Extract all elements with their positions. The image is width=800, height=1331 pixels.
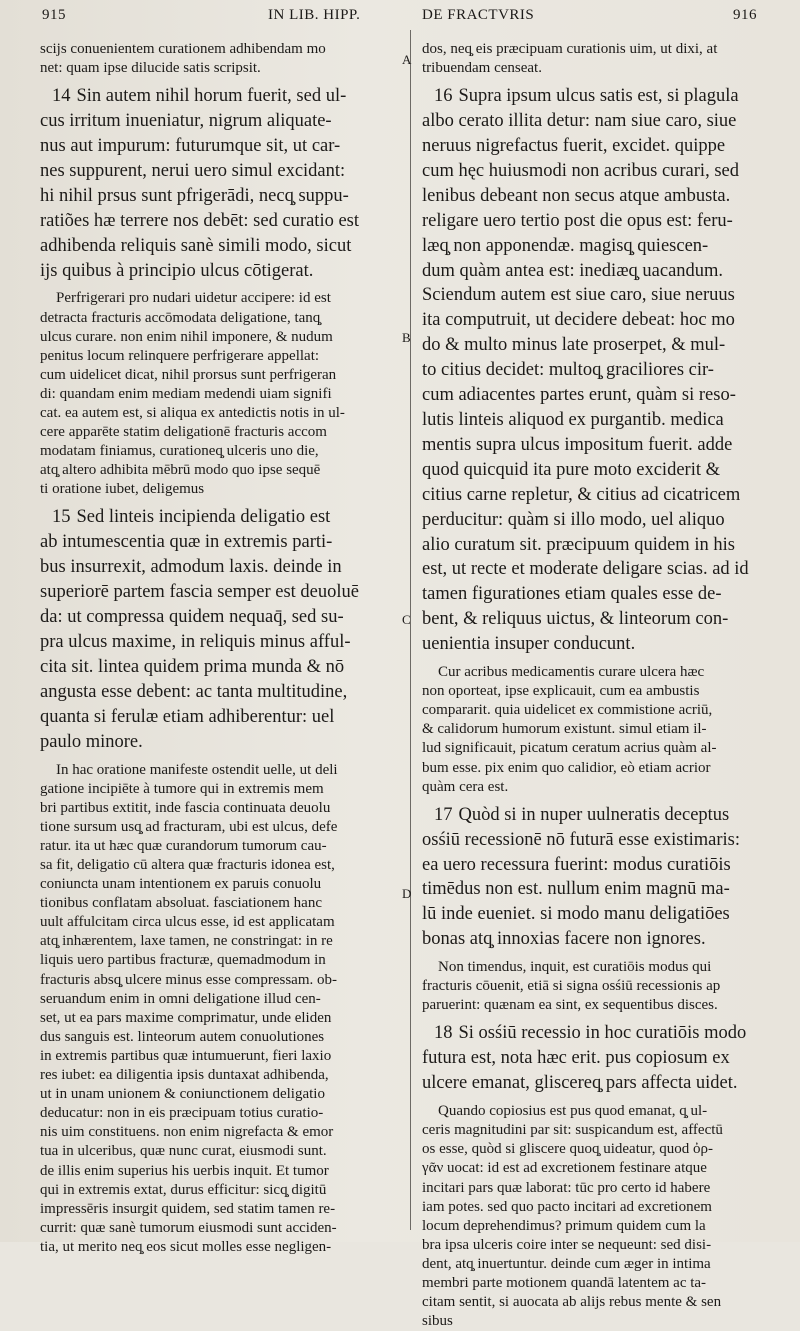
text-run: tione sursum usq̧ ad fracturam, ubi est ulcus, defe (40, 818, 338, 835)
text-line (40, 837, 396, 856)
text-line (40, 1162, 396, 1181)
text-run: ut in unam unionem & coniunctionem deligatio (40, 1086, 325, 1103)
text-line (422, 533, 768, 558)
text-line (40, 705, 396, 730)
text-run: detracta fracturis accōmodata deligatione, tanq̧ (40, 309, 321, 326)
section-number: 16 (434, 86, 453, 107)
commentary-paragraph (422, 958, 768, 1015)
text-run: Sed linteis incipienda deligatio est (76, 507, 331, 528)
text-line (422, 383, 768, 408)
text-line (422, 184, 768, 209)
text-line (422, 259, 768, 284)
text-line (40, 913, 396, 932)
text-line (40, 856, 396, 875)
text-line (422, 853, 768, 878)
text-run: tionibus conflatam absoluat. fasciationem hanc (40, 895, 322, 912)
text-line (40, 134, 396, 159)
text-line (40, 109, 396, 134)
running-title-right: DE FRACTVRIS (422, 7, 535, 23)
text-line (422, 759, 768, 778)
text-line (40, 442, 396, 461)
text-line (40, 404, 396, 423)
text-run: lenibus debeant non secus atque ambusta. (422, 185, 731, 206)
commentary-paragraph (40, 40, 396, 78)
text-line (422, 433, 768, 458)
text-run: uult affulcitam circa ulcus esse, id est applicatam (40, 914, 335, 931)
text-run: ulcus curare. non enim nihil imponere, & nudum (40, 328, 333, 345)
aphorism-paragraph (422, 1021, 768, 1096)
text-line (422, 663, 768, 682)
text-run: Quòd si in nuper uulneratis deceptus (458, 804, 730, 825)
text-run: Perfrigerari pro nudari uidetur accipere: id est (56, 290, 331, 307)
text-line (422, 1021, 768, 1046)
text-line (422, 877, 768, 902)
text-line (422, 109, 768, 134)
text-run: sibus (422, 1313, 453, 1330)
text-run: in extremis partibus quæ intumuerunt, fieri laxio (40, 1047, 332, 1064)
text-run: timēdus non est. nullum enim magnū ma- (422, 879, 730, 900)
text-line (422, 927, 768, 952)
text-line (422, 1179, 768, 1198)
text-line (422, 308, 768, 333)
text-line (422, 209, 768, 234)
text-run: mentis supra ulcus impositum fuerit. adde (422, 434, 733, 455)
text-line (40, 385, 396, 404)
text-line (422, 234, 768, 259)
text-line (422, 333, 768, 358)
text-run: Supra ipsum ulcus satis est, si plagula (458, 86, 739, 107)
text-line (40, 59, 396, 78)
text-line (422, 159, 768, 184)
margin-letter-c: C (402, 612, 411, 627)
text-line (422, 1159, 768, 1178)
text-line (40, 480, 396, 499)
aphorism-paragraph (40, 505, 396, 754)
text-line (40, 932, 396, 951)
text-line (40, 555, 396, 580)
text-run: incitari pars quæ laborat: tūc pro certo id habere (422, 1179, 711, 1196)
text-run: tamen figurationes etiam quales esse de- (422, 584, 722, 605)
text-line (40, 875, 396, 894)
text-run: futura est, nota hæc erit. pus copiosum ex (422, 1048, 730, 1069)
text-run: cum hęc huiusmodi non acribus curari, sed (422, 160, 739, 181)
text-line (40, 1219, 396, 1238)
text-line (422, 632, 768, 657)
text-line (422, 1312, 768, 1331)
text-line (40, 655, 396, 680)
text-run: ab intumescentia quæ in extremis parti- (40, 532, 333, 553)
folio-left: 915 (42, 7, 66, 23)
section-number: 17 (434, 804, 453, 825)
text-run: cat. ea autem est, si aliqua ex antedictis notis in ul- (40, 405, 345, 421)
text-run: fracturis absq̧ ulcere minus esse compressam. ob- (40, 971, 337, 988)
text-line (422, 283, 768, 308)
text-run: cus irritum inueniatur, nigrum aliquate- (40, 111, 332, 132)
text-run: tia, ut merito neq̧ eos sicut molles esse negligen- (40, 1238, 332, 1255)
text-run: nis uim constituens. non enim nigrefacta & emor (40, 1124, 334, 1141)
text-line (40, 630, 396, 655)
text-run: hi nihil prsus sunt pfrigerādi, necq̧ suppu- (40, 185, 349, 206)
text-line (422, 1217, 768, 1236)
text-line (422, 720, 768, 739)
text-run: superiorē partem fascia semper est deuoluē (40, 582, 359, 603)
section-number: 14 (52, 86, 71, 107)
text-run: γᾶν uocat: id est ad excretionem festinare atque (422, 1160, 707, 1177)
text-line (422, 701, 768, 720)
text-line (40, 84, 396, 109)
text-run: pra ulcus maxime, in reliquis minus afful- (40, 632, 351, 652)
text-line (40, 894, 396, 913)
text-line (422, 1293, 768, 1312)
text-line (40, 530, 396, 555)
text-line (40, 1123, 396, 1142)
margin-letter-a: A (402, 52, 412, 67)
text-line (40, 309, 396, 328)
text-run: læq̧ non apponendæ. magisq̧ quiescen- (422, 235, 709, 256)
text-run: ea uero recessura fuerint: modus curatiōis (422, 854, 731, 875)
text-run: ijs quibus à principio ulcus cōtigerat. (40, 260, 314, 281)
text-line (422, 739, 768, 758)
text-line (40, 799, 396, 818)
text-run: ti oratione iubet, deligemus (40, 481, 205, 498)
text-run: citius carne repletur, & citius ad cicatricem (422, 484, 741, 505)
text-run: deducatur: non in eis præcipuam totius curatio- (40, 1105, 324, 1122)
text-line (40, 761, 396, 780)
text-line (40, 1238, 396, 1257)
text-run: di: quandam enim mediam medendi uiam signifi (40, 385, 332, 402)
text-line (40, 289, 396, 308)
text-line (40, 505, 396, 530)
text-run: bra ipsa ulceris coire inter se nequeunt: sed disi- (422, 1236, 712, 1253)
text-run: bus insurrexit, admodum laxis. deinde in (40, 557, 342, 578)
text-run: qui in extremis extat, durus efficitur: sicq̧ digitū (40, 1181, 327, 1198)
text-line (422, 483, 768, 508)
text-line (422, 40, 768, 59)
text-line (40, 1047, 396, 1066)
text-run: cita sit. lintea quidem prima munda & nō (40, 656, 345, 677)
text-run: osśiū recessionē nō futurā esse existimaris: (422, 829, 741, 850)
text-run: tribuendam censeat. (422, 60, 542, 77)
text-run: dos, neq̧ eis præcipuam curationis uim, ut dixi, at (422, 41, 718, 57)
text-line (40, 184, 396, 209)
text-line (422, 828, 768, 853)
text-run: membri parte motionem quandā latentem ac ta- (422, 1274, 707, 1291)
text-run: ceris magnitudini par sit: suspicandum est, affectū (422, 1122, 723, 1139)
text-run: os esse, quòd si gliscere quoq̧ uideatur, quod ὀρ- (422, 1141, 713, 1158)
text-line (40, 259, 396, 284)
text-run: paruerint: quænam ea sint, ex sequentibus disces. (422, 997, 718, 1014)
text-run: tua in ulceribus, quæ nunc curat, eiusmodi sunt. (40, 1143, 327, 1160)
text-line (40, 159, 396, 184)
text-line (40, 680, 396, 705)
text-line (422, 1102, 768, 1121)
text-run: bonas atq̧ innoxias facere non ignores. (422, 929, 706, 950)
text-line (422, 1274, 768, 1293)
text-line (422, 134, 768, 159)
commentary-paragraph (40, 761, 396, 1257)
text-run: gatione incipiēte à tumore qui in extremis mem (40, 780, 324, 797)
commentary-paragraph (422, 40, 768, 78)
text-run: nes suppurent, nerui uero simul excidant: (40, 160, 346, 181)
text-run: atq̧ inhærentem, laxe tamen, ne constringat: in re (40, 933, 333, 950)
text-run: net: quam ipse dilucide satis scripsit. (40, 60, 261, 77)
text-line (422, 607, 768, 632)
text-line (40, 234, 396, 259)
text-run: set, ut ea pars maxime comprimatur, unde eliden (40, 1009, 332, 1026)
text-run: citam sentit, si auocata ab alijs rebus mente & sen (422, 1294, 722, 1311)
aphorism-paragraph (40, 84, 396, 283)
text-line (40, 780, 396, 799)
folio-right: 916 (733, 7, 757, 23)
text-line (422, 1236, 768, 1255)
text-line (422, 1140, 768, 1159)
right-column (422, 40, 768, 1331)
text-run: currit: quæ sanè tumorum eiusmodi sunt acciden- (40, 1219, 337, 1236)
margin-letter-b: B (402, 330, 411, 345)
text-line (40, 605, 396, 630)
text-run: bri partibus extitit, inde fascia continuata deuolu (40, 799, 331, 816)
text-run: lū inde eueniet. si modo manu deligatiōes (422, 904, 730, 925)
text-run: liquis uero partibus fracturæ, quemadmodum in (40, 952, 326, 969)
text-run: de illis enim superius his uerbis inquit. Et tumor (40, 1162, 329, 1179)
text-line (422, 358, 768, 383)
text-line (40, 366, 396, 385)
commentary-paragraph (422, 663, 768, 797)
text-run: impressēris insurgit quidem, sed statim tamen re- (40, 1200, 336, 1217)
text-line (422, 1071, 768, 1096)
text-run: bent, & reliquus uictus, & linteorum con- (422, 609, 729, 630)
text-run: quàm cera est. (422, 778, 509, 795)
text-run: perducitur: quàm si illo modo, uel aliquo (422, 509, 725, 530)
text-line (40, 1181, 396, 1200)
text-line (40, 818, 396, 837)
text-run: ulcere emanat, gliscereq̧ pars affecta uidet. (422, 1073, 738, 1094)
text-run: Sciendum autem est siue caro, siue neruus (422, 285, 735, 306)
text-run: non oporteat, ipse explicauit, cum ea ambustis (422, 683, 700, 700)
text-run: da: ut compressa quidem nequaq̄, sed su- (40, 607, 344, 628)
text-run: lud significauit, picatum ceratum acrius quàm al- (422, 740, 717, 757)
text-run: ita computruit, ut decidere debeat: hoc mo (422, 310, 735, 331)
text-line (40, 461, 396, 480)
text-run: sa fit, deligatio cū altera quæ fracturis idonea est, (40, 857, 335, 873)
text-run: Si osśiū recessio in hoc curatiōis modo (458, 1023, 747, 1044)
column-divider (410, 30, 411, 1230)
text-line (422, 458, 768, 483)
text-line (422, 508, 768, 533)
text-line (40, 1085, 396, 1104)
text-run: quanta si ferulæ etiam adhiberentur: uel (40, 706, 335, 727)
text-run: fracturis cōuenit, etiā si signa osśiū recessionis ap (422, 978, 721, 995)
text-run: cum uidelicet dicat, nihil prorsus sunt perfrigeran (40, 366, 337, 383)
text-run: angusta esse debent: ac tanta multitudine, (40, 681, 348, 702)
text-line (40, 347, 396, 366)
text-line (40, 730, 396, 755)
text-run: iam potes. sed quo pacto incitari ad excretionem (422, 1198, 712, 1215)
text-run: to citius decidet: multoq̧ graciliores cir- (422, 360, 714, 381)
text-run: bum esse. pix enim quo calidior, eò etiam acrior (422, 759, 711, 776)
text-line (40, 1200, 396, 1219)
text-run: dent, atq̧ inuertuntur. deinde cum æger in intima (422, 1255, 711, 1272)
section-number: 15 (52, 507, 71, 528)
text-run: paulo minore. (40, 731, 143, 752)
text-line (40, 328, 396, 347)
text-line (40, 40, 396, 59)
text-line (40, 423, 396, 442)
text-run: cere apparēte statim deligationē fracturis accom (40, 424, 327, 441)
text-line (422, 84, 768, 109)
text-line (422, 1121, 768, 1140)
text-line (422, 778, 768, 797)
text-run: modatam finiamus, curationeq̧ ulceris uno die, (40, 443, 319, 460)
text-line (40, 580, 396, 605)
text-line (422, 582, 768, 607)
text-line (40, 1104, 396, 1123)
text-line (40, 209, 396, 234)
text-run: do & multo minus late proserpet, & mul- (422, 335, 726, 356)
text-line (422, 977, 768, 996)
text-run: In hac oratione manifeste ostendit uelle, ut deli (56, 761, 338, 778)
text-line (422, 958, 768, 977)
text-run: seruandum enim in omni deligatione illud cen- (40, 990, 321, 1007)
text-run: lutis linteis aliquod ex purgantib. medica (422, 409, 724, 430)
text-run: neruus nigrefactus fuerit, excidet. quippe (422, 136, 726, 156)
text-run: atq̧ altero adhibita mēbrū modo quo ipse sequē (40, 462, 321, 479)
commentary-paragraph (422, 1102, 768, 1331)
text-run: religare uero tertio post die opus est: feru- (422, 210, 733, 231)
text-line (422, 1198, 768, 1217)
text-line (40, 1028, 396, 1047)
section-number: 18 (434, 1023, 453, 1044)
text-line (422, 902, 768, 927)
text-run: coniuncta unam intentionem ex paruis conuolu (40, 876, 322, 893)
text-run: ratiões hæ terrere nos debēt: sed curatio est (40, 210, 360, 231)
text-line (40, 951, 396, 970)
text-line (40, 990, 396, 1009)
text-run: quod quicquid ita pure moto exciderit & (422, 459, 720, 480)
text-run: alio curatum sit. præcipuum quidem in his (422, 534, 735, 555)
text-line (422, 682, 768, 701)
text-line (422, 557, 768, 582)
running-header (0, 0, 800, 30)
text-run: cum adiacentes partes erunt, quàm si reso- (422, 385, 736, 406)
text-line (40, 971, 396, 990)
text-run: ratur. ita ut hæc quæ curandorum tumorum cau- (40, 837, 327, 854)
text-run: res iubet: ea diligentia ipsis duntaxat adhibenda, (40, 1067, 329, 1084)
text-line (422, 1255, 768, 1274)
text-run: uenientia insuper conducunt. (422, 634, 636, 655)
text-run: locum deprehendimus? primum quidem cum la (422, 1217, 706, 1234)
text-run: nus aut impurum: futurumque sit, ut car- (40, 136, 341, 156)
text-line (40, 1142, 396, 1161)
commentary-paragraph (40, 289, 396, 499)
text-run: compararit. quia uidelicet ex commistione acriū, (422, 702, 713, 719)
text-line (40, 1066, 396, 1085)
text-run: dum quàm antea est: inediæq̧ uacandum. (422, 260, 724, 281)
text-run: scijs conuenientem curationem adhibendam mo (40, 41, 326, 57)
text-run: Quando copiosius est pus quod emanat, q̧ ul- (438, 1103, 708, 1120)
text-run: est, ut recte et moderate deligare scias. ad id (422, 559, 749, 580)
text-run: Sin autem nihil horum fuerit, sed ul- (76, 86, 347, 107)
text-run: Cur acribus medicamentis curare ulcera hæc (438, 664, 705, 681)
text-run: albo cerato illita detur: nam siue caro, siue (422, 111, 737, 132)
text-run: dus sanguis est. linteorum autem conuolutiones (40, 1028, 325, 1045)
text-line (40, 1009, 396, 1028)
text-line (422, 59, 768, 78)
text-line (422, 408, 768, 433)
text-run: adhibenda reliquis sanè simili modo, sicut (40, 235, 352, 256)
running-title-left: IN LIB. HIPP. (268, 7, 361, 23)
text-line (422, 1046, 768, 1071)
margin-letter-d: D (402, 886, 412, 901)
text-line (422, 996, 768, 1015)
text-run: & calidorum humorum existunt. simul etiam il- (422, 721, 707, 738)
text-line (422, 803, 768, 828)
aphorism-paragraph (422, 84, 768, 657)
aphorism-paragraph (422, 803, 768, 952)
text-run: penitus locum relinquere perfrigerare appellat: (40, 347, 320, 364)
left-column (40, 40, 396, 1257)
text-run: Non timendus, inquit, est curatiōis modus qui (438, 959, 712, 976)
